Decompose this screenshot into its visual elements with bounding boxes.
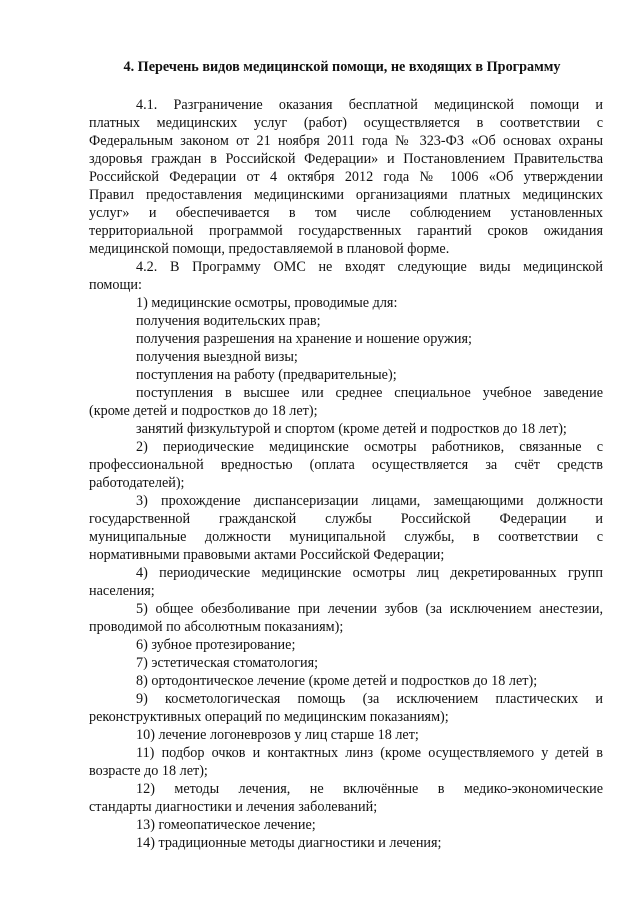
list-item: 2) периодические медицинские осмотры работников, связанные с (136, 439, 603, 455)
list-item: 13) гомеопатическое лечение; (136, 817, 316, 833)
list-item: поступления на работу (предварительные); (136, 367, 397, 383)
text-line: помощи: (89, 277, 142, 293)
list-item: получения выездной визы; (136, 349, 298, 365)
text-line: территориальной программой государственных гарантий сроков ожидания (89, 223, 603, 239)
list-item: государственной гражданской службы Российской Федерации и (89, 511, 603, 527)
list-item: 9) косметологическая помощь (за исключением пластических и (136, 691, 603, 707)
list-item: 12) методы лечения, не включённые в медико-экономические (136, 781, 603, 797)
list-item: 1) медицинские осмотры, проводимые для: (136, 295, 398, 311)
list-item: получения разрешения на хранение и ношение оружия; (136, 331, 472, 347)
list-item: возрасте до 18 лет); (89, 763, 208, 779)
list-item: 7) эстетическая стоматология; (136, 655, 319, 671)
section-heading: 4. Перечень видов медицинской помощи, не входящих в Программу (123, 59, 561, 75)
list-item: 10) лечение логоневрозов у лиц старше 18 лет; (136, 727, 419, 743)
list-item: 8) ортодонтическое лечение (кроме детей и подростков до 18 лет); (136, 673, 538, 689)
list-item: получения водительских прав; (136, 313, 321, 329)
text-line: 4.1. Разграничение оказания бесплатной медицинской помощи и (136, 97, 603, 113)
text-line: платных медицинских услуг (работ) осуществляется в соответствии с (89, 115, 603, 131)
list-item: работодателей); (89, 475, 185, 491)
list-item: поступления в высшее или среднее специальное учебное заведение (136, 385, 603, 401)
text-line: медицинской помощи, предоставляемой в плановой форме. (89, 241, 450, 257)
text-line: 4.2. В Программу ОМС не входят следующие виды медицинской (136, 259, 603, 275)
text-line: услуг» и обеспечивается в том числе соблюдением установленных (89, 205, 603, 221)
list-item: 11) подбор очков и контактных линз (кроме осуществляемого у детей в (136, 745, 603, 761)
list-item: населения; (89, 583, 155, 599)
list-item: 4) периодические медицинские осмотры лиц декретированных групп (136, 565, 603, 581)
list-item: 5) общее обезболивание при лечении зубов (за исключением анестезии, (136, 601, 603, 617)
list-item: муниципальные должности муниципальной службы, в соответствии с (89, 529, 603, 545)
list-item: занятий физкультурой и спортом (кроме детей и подростков до 18 лет); (136, 421, 567, 437)
list-item: профессиональной вредностью (оплата осуществляется за счёт средств (89, 457, 603, 473)
text-line: Правил предоставления медицинскими организациями платных медицинских (89, 187, 603, 203)
list-item: 14) традиционные методы диагностики и лечения; (136, 835, 442, 851)
text-line: здоровья граждан в Российской Федерации» и Постановлением Правительства (89, 151, 603, 167)
text-line: Федеральным законом от 21 ноября 2011 года № 323-ФЗ «Об основах охраны (89, 133, 603, 149)
list-item: (кроме детей и подростков до 18 лет); (89, 403, 318, 419)
list-item: нормативными правовыми актами Российской Федерации; (89, 547, 445, 563)
list-item: 3) прохождение диспансеризации лицами, замещающими должности (136, 493, 603, 509)
list-item: реконструктивных операций по медицинским показаниям); (89, 709, 449, 725)
list-item: стандарты диагностики и лечения заболеваний; (89, 799, 378, 815)
list-item: проводимой по абсолютным показаниям); (89, 619, 344, 635)
text-line: Российской Федерации от 4 октября 2012 года № 1006 «Об утверждении (89, 169, 603, 185)
list-item: 6) зубное протезирование; (136, 637, 296, 653)
